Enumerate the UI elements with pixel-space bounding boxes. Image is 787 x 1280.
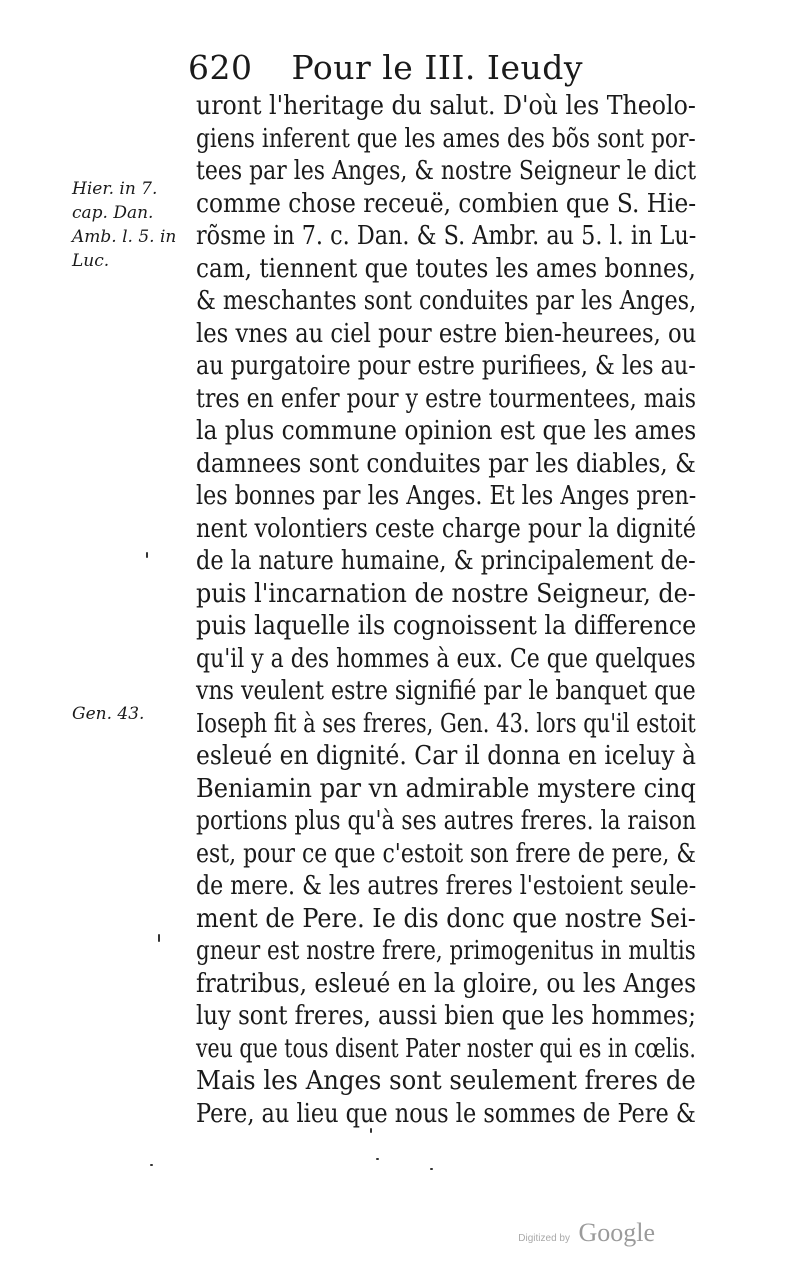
text-line: nent volontiers ceste charge pour la dignité xyxy=(196,513,697,544)
text-line: les vnes au ciel pour estre bien-heurees, ou xyxy=(196,318,697,349)
margin-note-line: Luc. xyxy=(72,251,110,271)
main-text-block xyxy=(196,90,696,1130)
page-header xyxy=(188,48,583,87)
text-line: comme chose receuë, combien que S. Hie- xyxy=(196,188,697,219)
running-title: Pour le III. Ieudy xyxy=(291,48,583,87)
text-line: de la nature humaine, & principalement de- xyxy=(196,546,696,576)
text-line: Beniamin par vn admirable mystere cinq xyxy=(196,773,696,804)
text-line: tres en enfer pour y estre tourmentees, mais xyxy=(196,383,697,414)
margin-note-citation xyxy=(72,177,184,273)
text-line: fratribus, esleué en la gloire, ou les Anges xyxy=(196,968,697,999)
text-line: la plus commune opinion est que les ames xyxy=(196,416,697,446)
text-line: damnees sont conduites par les diables, & xyxy=(196,448,696,479)
text-line: Mais les Anges sont seulement freres de xyxy=(196,1066,696,1096)
text-line: giens inferent que les ames des bõs sont por- xyxy=(196,123,696,154)
text-line: les bonnes par les Anges. Et les Anges pren- xyxy=(196,481,697,511)
text-line: Pere, au lieu que nous le sommes de Pere & xyxy=(196,1098,696,1129)
text-line: puis l'incarnation de nostre Seigneur, de- xyxy=(196,578,696,609)
text-line: ment de Pere. Ie dis donc que nostre Sei- xyxy=(196,903,696,934)
margin-note-line: cap. Dan. xyxy=(72,203,154,223)
text-line: rõsme in 7. c. Dan. & S. Ambr. au 5. l. in Lu- xyxy=(196,221,697,251)
text-line: esleué en dignité. Car il donna en iceluy à xyxy=(196,741,697,771)
page-number: 620 xyxy=(188,48,253,87)
text-line: qu'il y a des hommes à eux. Ce que quelques xyxy=(196,643,696,674)
text-line: Ioseph fit à ses freres, Gen. 43. lors qu'il estoit xyxy=(196,708,696,739)
ink-speck xyxy=(376,1158,379,1160)
text-line: de mere. & les autres freres l'estoient seule- xyxy=(196,871,697,901)
ink-speck xyxy=(370,1128,372,1133)
text-line: & meschantes sont conduites par les Anges, xyxy=(196,286,697,316)
text-line: au purgatoire pour estre purifiees, & les au- xyxy=(196,351,696,381)
margin-note-line: Hier. in 7. xyxy=(72,179,158,199)
text-line: portions plus qu'à ses autres freres. la raison xyxy=(196,806,697,836)
ink-speck xyxy=(150,1164,153,1166)
text-line: vns veulent estre signifié par le banquet que xyxy=(196,676,696,706)
margin-note-genesis xyxy=(72,702,184,726)
text-line: cam, tiennent que toutes les ames bonnes, xyxy=(196,253,696,284)
text-line: uront l'heritage du salut. D'où les Theolo- xyxy=(196,91,696,121)
ink-speck xyxy=(430,1168,433,1170)
text-line: gneur est nostre frere, primogenitus in multis xyxy=(196,936,696,966)
google-logo-text: Google xyxy=(578,1218,655,1247)
text-line: luy sont freres, aussi bien que les hommes; xyxy=(196,1001,696,1031)
text-line: est, pour ce que c'estoit son frere de pere, & xyxy=(196,838,696,869)
digitized-by-google-watermark xyxy=(518,1218,655,1248)
ink-speck xyxy=(158,934,160,942)
text-line: tees par les Anges, & nostre Seigneur le dict xyxy=(196,156,697,186)
text-line: puis laquelle ils cognoissent la difference xyxy=(196,611,697,641)
margin-note-line: Gen. 43. xyxy=(72,704,145,724)
margin-note-line: Amb. l. 5. in xyxy=(72,227,177,247)
ink-speck xyxy=(146,552,148,558)
text-line: veu que tous disent Pater noster qui es in cœlis. xyxy=(196,1033,696,1064)
watermark-small-text: Digitized by xyxy=(518,1233,570,1244)
